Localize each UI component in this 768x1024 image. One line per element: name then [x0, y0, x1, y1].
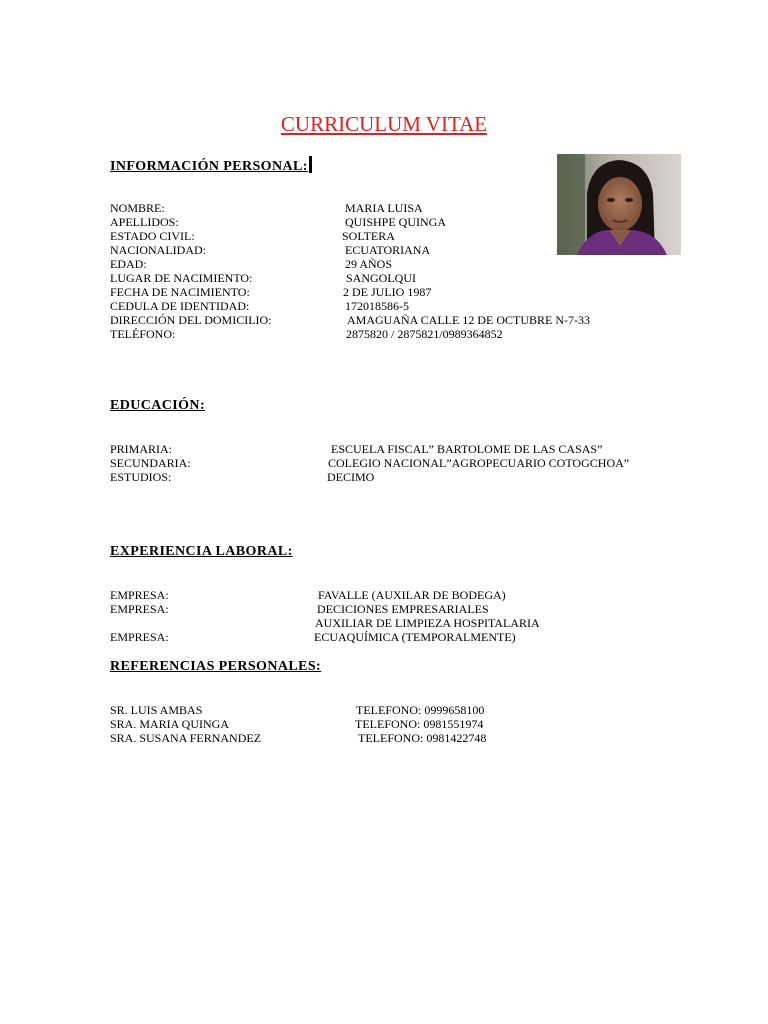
experience-row: [0, 616, 768, 630]
education-row-secondary: [0, 456, 768, 470]
references-heading: REFERENCIAS PERSONALES:: [110, 659, 322, 674]
personal-row-id-card: [0, 299, 768, 313]
personal-row-name: [0, 201, 768, 215]
row-value: ECUATORIANA: [345, 243, 431, 257]
reference-row: [0, 731, 768, 745]
experience-heading: EXPERIENCIA LABORAL:: [110, 544, 293, 559]
row-value: SOLTERA: [342, 229, 395, 243]
row-value: QUISHPE QUINGA: [345, 215, 446, 229]
education-row-primary: [0, 442, 768, 456]
row-value: 29 AÑOS: [345, 257, 393, 271]
personal-row-birthplace: [0, 271, 768, 285]
document-title: CURRICULUM VITAE: [280, 112, 488, 136]
row-value: FAVALLE (AUXILAR DE BODEGA): [318, 588, 506, 602]
row-label: SR. LUIS AMBAS: [110, 703, 203, 717]
personal-info-heading: [110, 156, 312, 175]
row-value: 2 DE JULIO 1987: [343, 285, 432, 299]
row-label: CEDULA DE IDENTIDAD:: [110, 299, 250, 313]
row-value: MARIA LUISA: [345, 201, 423, 215]
row-value: AUXILIAR DE LIMPIEZA HOSPITALARIA: [315, 616, 540, 630]
row-label: EMPRESA:: [110, 602, 169, 616]
row-label: DIRECCIÓN DEL DOMICILIO:: [110, 313, 272, 327]
row-label: TELÉFONO:: [110, 327, 176, 341]
personal-info-heading-text: INFORMACIÓN PERSONAL:: [110, 159, 308, 174]
row-value: 2875820 / 2875821/0989364852: [346, 327, 503, 341]
row-label: SRA. MARIA QUINGA: [110, 717, 230, 731]
row-label: FECHA DE NACIMIENTO:: [110, 285, 250, 299]
row-value: TELEFONO: 0981551974: [355, 717, 484, 731]
row-label: EDAD:: [110, 257, 147, 271]
row-label: EMPRESA:: [110, 588, 169, 602]
education-heading: EDUCACIÓN:: [110, 398, 205, 413]
row-value: 172018586-5: [345, 299, 409, 313]
row-value: DECICIONES EMPRESARIALES: [317, 602, 489, 616]
row-value: SANGOLQUI: [346, 271, 416, 285]
personal-row-address: [0, 313, 768, 327]
text-cursor: [309, 156, 312, 173]
row-label: SECUNDARIA:: [110, 456, 191, 470]
row-label: NACIONALIDAD:: [110, 243, 206, 257]
reference-row: [0, 717, 768, 731]
personal-row-age: [0, 257, 768, 271]
row-label: PRIMARIA:: [110, 442, 173, 456]
personal-row-nationality: [0, 243, 768, 257]
row-label: EMPRESA:: [110, 630, 169, 644]
row-label: ESTUDIOS:: [110, 470, 172, 484]
row-label: ESTADO CIVIL:: [110, 229, 195, 243]
row-value: ESCUELA FISCAL” BARTOLOME DE LAS CASAS”: [331, 442, 603, 456]
reference-row: [0, 703, 768, 717]
row-value: TELEFONO: 0981422748: [358, 731, 487, 745]
experience-row: [0, 630, 768, 644]
row-label: NOMBRE:: [110, 201, 165, 215]
row-value: TELEFONO: 0999658100: [356, 703, 485, 717]
row-label: LUGAR DE NACIMIENTO:: [110, 271, 253, 285]
education-row-studies: [0, 470, 768, 484]
personal-row-surnames: [0, 215, 768, 229]
experience-row: [0, 588, 768, 602]
row-value: COLEGIO NACIONAL”AGROPECUARIO COTOGCHOA”: [328, 456, 630, 470]
row-value: AMAGUAÑA CALLE 12 DE OCTUBRE N-7-33: [347, 313, 590, 327]
row-label: APELLIDOS:: [110, 215, 179, 229]
row-label: SRA. SUSANA FERNANDEZ: [110, 731, 262, 745]
personal-row-birthdate: [0, 285, 768, 299]
experience-row: [0, 602, 768, 616]
personal-row-civil-status: [0, 229, 768, 243]
row-value: ECUAQUÍMICA (TEMPORALMENTE): [314, 630, 516, 644]
personal-row-phone: [0, 327, 768, 341]
row-value: DECIMO: [327, 470, 375, 484]
